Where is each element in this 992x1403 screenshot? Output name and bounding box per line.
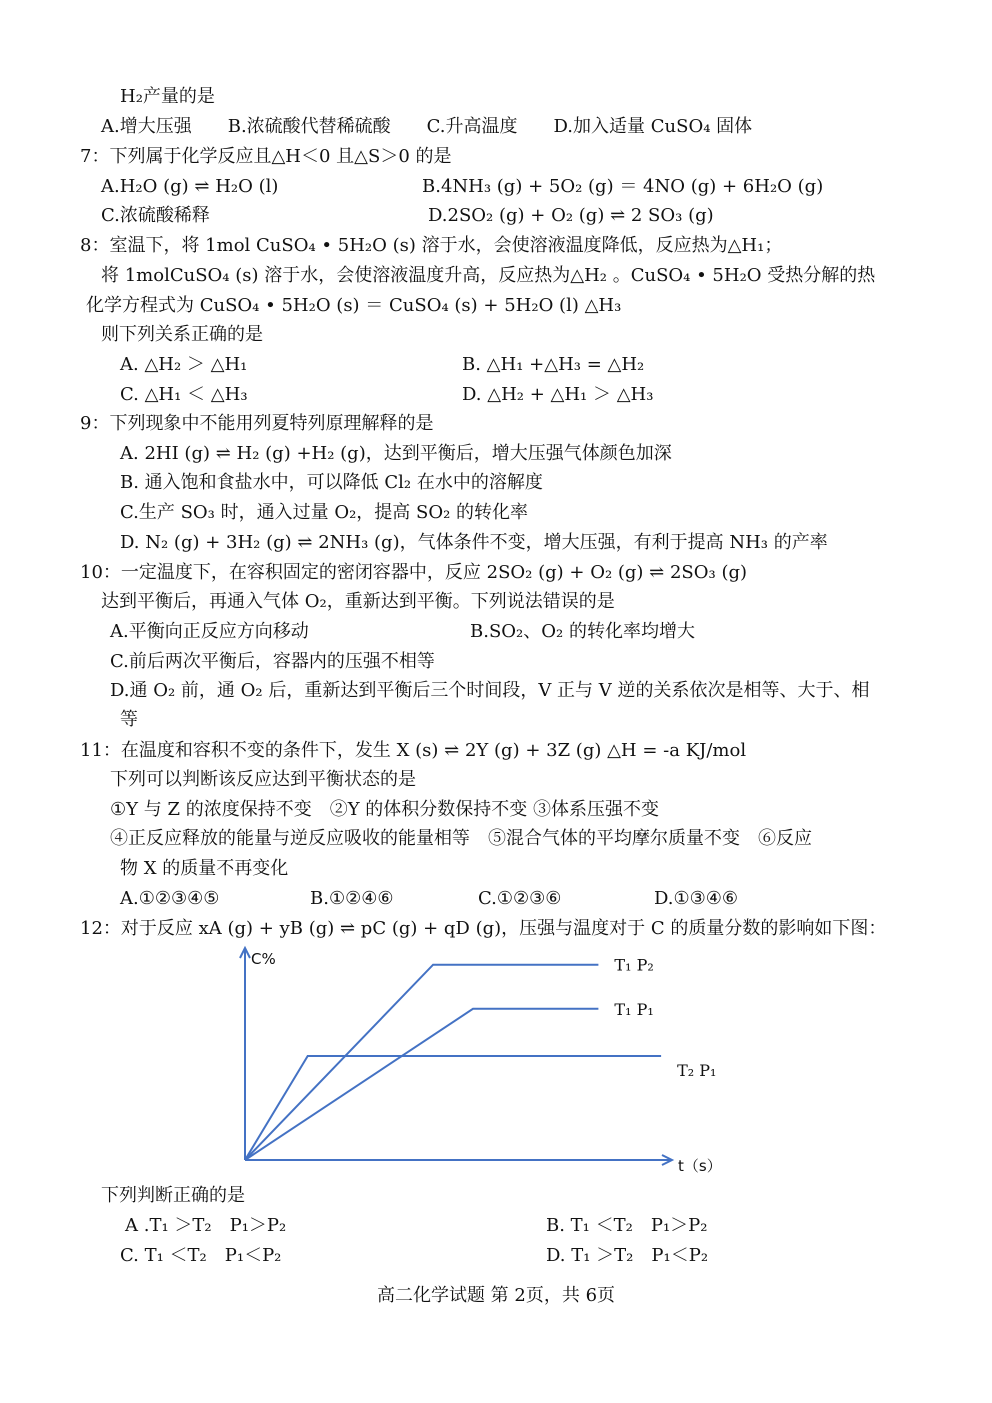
q10-stem-1	[80, 561, 747, 585]
q11-prompt	[110, 768, 416, 792]
q8-stem-2	[101, 264, 875, 288]
text: C. T₁ ＜T₂ P₁＜P₂	[120, 1245, 282, 1266]
q9-option-a	[120, 442, 672, 466]
text: 7：下列属于化学反应且△H＜0 且△S＞0 的是	[80, 146, 452, 167]
series-label-1: T₁ P₂	[614, 955, 654, 975]
text: 达到平衡后，再通入气体 O₂，重新达到平衡。下列说法错误的是	[101, 591, 615, 612]
q11-items-1	[110, 798, 659, 822]
q11-option-b	[310, 887, 394, 911]
text: C. △H₁ ＜ △H₃	[120, 384, 248, 405]
text: D.①③④⑥	[654, 888, 739, 909]
q9-option-c	[120, 501, 528, 525]
q7-option-c	[101, 204, 210, 228]
q9-stem	[80, 412, 433, 436]
q11-option-a	[120, 887, 219, 911]
series-line-1	[245, 965, 598, 1160]
q11-option-d	[654, 887, 738, 911]
q10-option-d-cont	[120, 708, 138, 732]
q12-option-b	[546, 1214, 708, 1238]
q12-option-d	[546, 1244, 708, 1268]
text: 9：下列现象中不能用列夏特列原理解释的是	[80, 413, 434, 434]
text: B. 通入饱和食盐水中，可以降低 Cl₂ 在水中的溶解度	[120, 472, 543, 493]
text: 高二化学试题 第 2页，共 6页	[376, 1285, 616, 1306]
text: 等	[120, 709, 138, 730]
q12-option-a	[125, 1214, 286, 1238]
q8-option-a	[120, 353, 247, 377]
text: A.增大压强 B.浓硫酸代替稀硫酸 C.升高温度 D.加入适量 CuSO₄ 固体	[101, 116, 753, 137]
q8-option-d	[462, 383, 653, 407]
q11-stem	[80, 739, 746, 763]
q11-option-c	[478, 887, 561, 911]
chart-layer	[240, 948, 722, 1175]
text: 12：对于反应 xA (g) + yB (g) ⇌ pC (g) + qD (g)，压强与温度对于 C 的质量分数的影响如下图：	[80, 918, 887, 939]
q8-prompt	[101, 323, 263, 347]
text: 下列可以判断该反应达到平衡状态的是	[110, 769, 416, 790]
q6-options	[101, 115, 752, 139]
q10-option-b	[470, 620, 695, 644]
q10-option-c	[110, 650, 435, 674]
text: D.2SO₂ (g) + O₂ (g) ⇌ 2 SO₃ (g)	[428, 205, 714, 226]
text: 10：一定温度下，在容积固定的密闭容器中，反应 2SO₂ (g) + O₂ (g) ⇌ 2SO₃ (g)	[80, 562, 748, 583]
q11-items-3	[120, 857, 288, 881]
text: C.①②③⑥	[478, 888, 562, 909]
text: D. △H₂ + △H₁ ＞ △H₃	[462, 384, 654, 405]
text: A.①②③④⑤	[120, 888, 220, 909]
q10-option-d	[110, 679, 870, 703]
text: D. N₂ (g) + 3H₂ (g) ⇌ 2NH₃ (g)，气体条件不变，增大压强，有利于提高 NH₃ 的产率	[120, 532, 828, 553]
text: 物 X 的质量不再变化	[120, 858, 289, 879]
text: ①Y 与 Z 的浓度保持不变 ②Y 的体积分数保持不变 ③体系压强不变	[110, 799, 660, 820]
text: B.4NH₃ (g) + 5O₂ (g) ＝ 4NO (g) + 6H₂O (g)	[422, 176, 824, 197]
text: 则下列关系正确的是	[101, 324, 263, 345]
text: 8：室温下，将 1mol CuSO₄ • 5H₂O (s) 溶于水，会使溶液温度降低，反应热为△H₁；	[80, 235, 783, 256]
series-label-3: T₂ P₁	[677, 1061, 717, 1081]
text: ④正反应释放的能量与逆反应吸收的能量相等 ⑤混合气体的平均摩尔质量不变 ⑥反应	[110, 828, 812, 849]
q8-option-b	[462, 353, 644, 377]
y-axis-label: C%	[251, 950, 276, 968]
q7-option-d	[428, 204, 714, 228]
text: A. △H₂ ＞ △H₁	[120, 354, 248, 375]
q11-items-2	[110, 827, 812, 851]
q12-option-c	[120, 1244, 281, 1268]
text: 11：在温度和容积不变的条件下，发生 X (s) ⇌ 2Y (g) + 3Z (g) △H = -a KJ/mol	[80, 740, 747, 761]
text: A.平衡向正反应方向移动	[110, 621, 309, 642]
text: B. T₁ ＜T₂ P₁＞P₂	[546, 1215, 708, 1236]
text: 下列判断正确的是	[101, 1185, 245, 1206]
text: A. 2HI (g) ⇌ H₂ (g) +H₂ (g)，达到平衡后，增大压强气体颜色加深	[120, 443, 672, 464]
q8-option-c	[120, 383, 248, 407]
text: B.①②④⑥	[310, 888, 394, 909]
text: A .T₁ ＞T₂ P₁＞P₂	[125, 1215, 287, 1236]
text: D. T₁ ＞T₂ P₁＜P₂	[546, 1245, 709, 1266]
q12-prompt	[101, 1184, 245, 1208]
text: C.前后两次平衡后，容器内的压强不相等	[110, 651, 435, 672]
q7-stem	[80, 145, 452, 169]
series-line-2	[245, 1009, 598, 1160]
text: C.生产 SO₃ 时，通入过量 O₂，提高 SO₂ 的转化率	[120, 502, 529, 523]
q8-stem-1	[80, 234, 782, 258]
q10-option-a	[110, 620, 309, 644]
text: A.H₂O (g) ⇌ H₂O (l)	[101, 176, 279, 197]
q7-option-b	[422, 175, 823, 199]
q9-option-d	[120, 531, 828, 555]
q6-tail-line	[120, 85, 215, 109]
text: C.浓硫酸稀释	[101, 205, 210, 226]
q9-option-b	[120, 471, 543, 495]
series-line-3	[245, 1056, 661, 1160]
q12-stem	[80, 917, 886, 941]
page-footer	[0, 1284, 992, 1308]
x-axis-label: t（s）	[678, 1157, 722, 1175]
q7-option-a	[101, 175, 278, 199]
text: H₂产量的是	[120, 86, 215, 107]
c-percent-vs-time-chart	[230, 940, 722, 1180]
text: D.通 O₂ 前，通 O₂ 后，重新达到平衡后三个时间段，V 正与 V 逆的关系依次是相等、大于、相	[110, 680, 870, 701]
text: 化学方程式为 CuSO₄ • 5H₂O (s) ＝ CuSO₄ (s) + 5H₂O (l) △H₃	[86, 295, 622, 316]
text: 将 1molCuSO₄ (s) 溶于水，会使溶液温度升高，反应热为△H₂ 。CuSO₄ • 5H₂O 受热分解的热	[101, 265, 876, 286]
q8-stem-3	[86, 294, 621, 318]
series-label-2: T₁ P₁	[614, 999, 654, 1019]
q10-stem-2	[101, 590, 615, 614]
text: B. △H₁ +△H₃ = △H₂	[462, 354, 645, 375]
text: B.SO₂、O₂ 的转化率均增大	[470, 621, 695, 642]
